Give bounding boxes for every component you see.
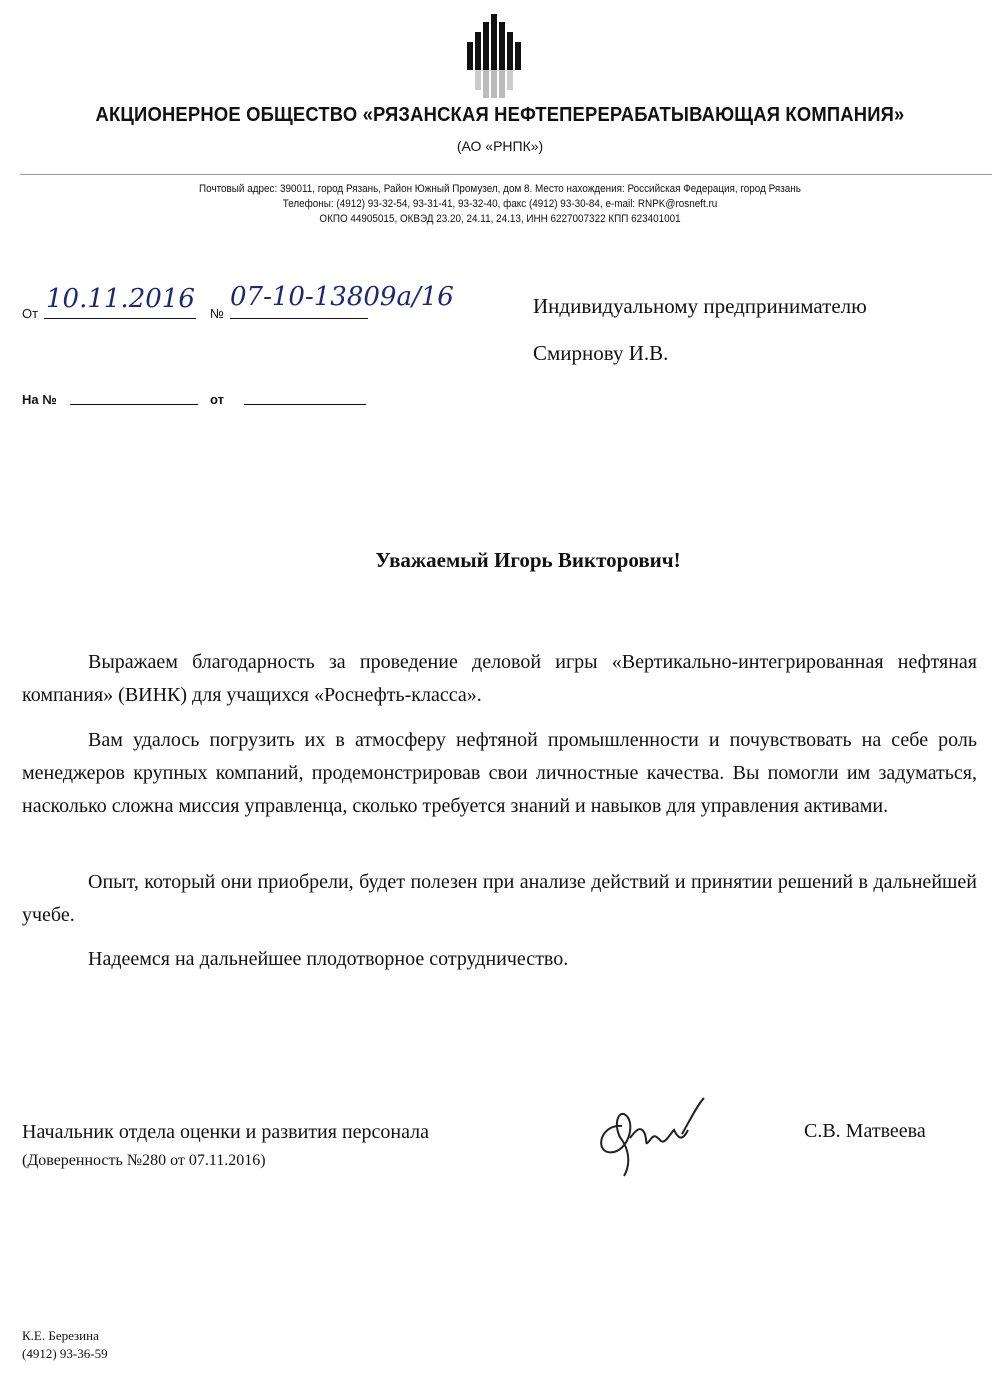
company-short-name: (АО «РНПК») xyxy=(456,138,544,154)
paragraph: Вам удалось погрузить их в атмосферу нефтяной промышленности и почувствовать на себе роль менеджеров крупных компаний, продемонстрировав свои личностные качества. Вы помогли им задуматься, насколько сложна миссия управленца, сколько требуется знаний и навыков для управления активами. xyxy=(22,729,977,817)
from-date-label: От xyxy=(22,306,39,321)
addressee-title: Индивидуальному предпринимателю xyxy=(533,294,867,318)
postal-address: Почтовый адрес: 390011, город Рязань, Район Южный Промузел, дом 8. Место нахождения: Российская Федерация, город Рязань xyxy=(199,183,801,195)
signatory-name: С.В. Матвеева xyxy=(804,1120,926,1142)
number-label: № xyxy=(210,306,224,321)
number-value: 07-10-13809а/16 xyxy=(230,282,454,312)
from-date-underline xyxy=(44,318,196,319)
paragraph: Опыт, который они приобрели, будет полезен при анализе действий и принятии решений в дальнейшей учебе. xyxy=(22,871,977,926)
greeting: Уважаемый Игорь Викторович! xyxy=(375,548,681,572)
phone-contacts: Телефоны: (4912) 93-32-54, 93-31-41, 93-32-40, факс (4912) 93-30-84, e-mail: RNPK@rosneft.ru xyxy=(282,198,718,210)
reference-number-underline xyxy=(70,404,198,405)
number-underline xyxy=(230,318,368,319)
from-date-value: 10.11.2016 xyxy=(46,284,195,314)
reference-date-underline xyxy=(244,404,366,405)
reference-number-label: На № xyxy=(22,392,57,407)
signatory-proxy: (Доверенность №280 от 07.11.2016) xyxy=(22,1152,266,1169)
paragraph: Выражаем благодарность за проведение деловой игры «Вертикально-интегрированная нефтяная компания» (ВИНК) для учащихся «Роснефть-класса». xyxy=(22,651,977,706)
reference-date-label: от xyxy=(210,392,224,407)
paragraph: Надеемся на дальнейшее плодотворное сотрудничество. xyxy=(88,948,569,970)
company-codes: ОКПО 44905015, ОКВЭД 23.20, 24.11, 24.13, ИНН 6227007322 КПП 623401001 xyxy=(319,213,681,225)
signatory-position: Начальник отдела оценки и развития персонала xyxy=(22,1121,430,1143)
executor-name: К.Е. Березина xyxy=(22,1328,99,1343)
header-divider xyxy=(20,174,992,175)
company-name: АКЦИОНЕРНОЕ ОБЩЕСТВО «РЯЗАНСКАЯ НЕФТЕПЕРЕРАБАТЫВАЮЩАЯ КОМПАНИЯ» xyxy=(95,104,905,126)
handwritten-signature-icon xyxy=(590,1090,720,1180)
executor-phone: (4912) 93-36-59 xyxy=(22,1346,108,1361)
company-logo-icon xyxy=(463,12,523,100)
addressee-name: Смирнову И.В. xyxy=(533,341,669,365)
